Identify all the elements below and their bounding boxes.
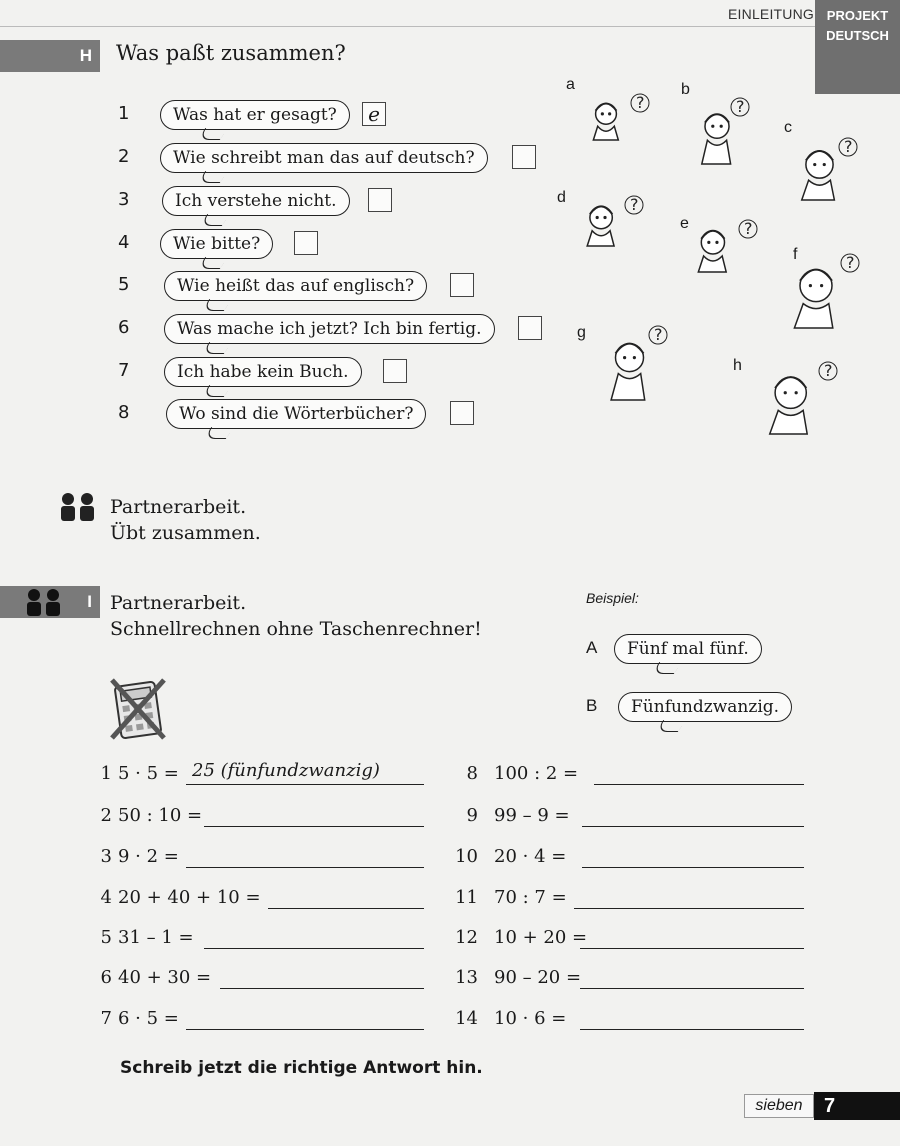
speaker-a: A bbox=[586, 638, 598, 657]
item-number: 1 bbox=[118, 103, 130, 124]
answer-line[interactable] bbox=[186, 1029, 424, 1030]
item-number: 5 bbox=[118, 274, 130, 295]
answer-box[interactable] bbox=[512, 145, 536, 169]
reading-student-icon bbox=[566, 194, 644, 250]
answer-line[interactable] bbox=[204, 826, 424, 827]
item-number: 2 bbox=[118, 146, 130, 167]
problem-number: 5 bbox=[100, 927, 112, 948]
problem-expression: 70 : 7 = bbox=[494, 887, 567, 908]
svg-text:?: ? bbox=[630, 195, 639, 214]
answer-line[interactable] bbox=[204, 948, 424, 949]
answer-line[interactable] bbox=[582, 867, 804, 868]
speech-bubble: Wo sind die Wörterbücher? bbox=[166, 399, 426, 429]
svg-text:?: ? bbox=[844, 137, 853, 156]
item-number: 7 bbox=[118, 360, 130, 381]
series-badge-line2: DEUTSCH bbox=[826, 28, 889, 43]
puzzled-boy-icon bbox=[788, 136, 858, 204]
partner-line2: Übt zusammen. bbox=[110, 522, 261, 544]
problem-number: 11 bbox=[455, 887, 478, 908]
example-bubble-a: Fünf mal fünf. bbox=[614, 634, 762, 664]
svg-text:?: ? bbox=[824, 361, 833, 380]
problem-number: 3 bbox=[100, 846, 112, 867]
problem-expression: 10 + 20 = bbox=[494, 927, 588, 948]
confused-student-icon bbox=[690, 96, 750, 168]
svg-text:?: ? bbox=[636, 93, 645, 112]
item-number: 8 bbox=[118, 402, 130, 423]
section-i-title bbox=[110, 590, 482, 642]
thinking-student-icon bbox=[570, 92, 650, 144]
answer-box[interactable]: e bbox=[362, 102, 386, 126]
partner-icon bbox=[24, 588, 64, 616]
section-tab-i bbox=[0, 586, 100, 618]
answer-box[interactable] bbox=[368, 188, 392, 212]
svg-text:?: ? bbox=[736, 97, 745, 116]
answer-line[interactable] bbox=[186, 867, 424, 868]
speech-bubble: Wie bitte? bbox=[160, 229, 273, 259]
picture-label: a bbox=[566, 76, 575, 93]
answer-line[interactable] bbox=[582, 826, 804, 827]
problem-number: 2 bbox=[100, 805, 112, 826]
question-pen-icon bbox=[780, 252, 860, 332]
answer-box[interactable] bbox=[294, 231, 318, 255]
picture-label: c bbox=[784, 119, 792, 136]
answer-line[interactable] bbox=[580, 1029, 804, 1030]
problem-expression: 100 : 2 = bbox=[494, 763, 579, 784]
answer-line[interactable] bbox=[268, 908, 424, 909]
picture-label: e bbox=[680, 215, 689, 232]
picture-label: g bbox=[577, 324, 586, 341]
picture-label: f bbox=[793, 246, 798, 263]
glasses-student-icon bbox=[676, 218, 758, 276]
problem-expression: 99 – 9 = bbox=[494, 805, 570, 826]
problem-number: 7 bbox=[100, 1008, 112, 1029]
problem-expression: 20 + 40 + 10 = bbox=[118, 887, 261, 908]
problem-expression: 5 · 5 = bbox=[118, 763, 179, 784]
series-badge-line1: PROJEKT bbox=[826, 8, 889, 23]
example-bubble-b: Fünfundzwanzig. bbox=[618, 692, 792, 722]
speech-bubble: Was mache ich jetzt? Ich bin fertig. bbox=[164, 314, 495, 344]
svg-text:?: ? bbox=[846, 253, 855, 272]
series-badge bbox=[815, 0, 900, 94]
answer-line[interactable] bbox=[594, 784, 804, 785]
speech-bubble: Ich verstehe nicht. bbox=[162, 186, 350, 216]
section-i-letter: I bbox=[87, 592, 92, 611]
item-number: 3 bbox=[118, 189, 130, 210]
problem-number: 4 bbox=[100, 887, 112, 908]
partner-icon bbox=[58, 492, 98, 526]
problem-expression: 90 – 20 = bbox=[494, 967, 582, 988]
answer-line[interactable] bbox=[220, 988, 424, 989]
speech-bubble: Ich habe kein Buch. bbox=[164, 357, 362, 387]
speech-bubble: Wie heißt das auf englisch? bbox=[164, 271, 427, 301]
section-tab-h: H bbox=[0, 40, 100, 72]
speech-bubble: Was hat er gesagt? bbox=[160, 100, 350, 130]
answer-box[interactable] bbox=[518, 316, 542, 340]
problem-expression: 20 · 4 = bbox=[494, 846, 567, 867]
problem-expression: 10 · 6 = bbox=[494, 1008, 567, 1029]
desk-student-icon bbox=[752, 360, 838, 438]
answer-line[interactable] bbox=[574, 908, 804, 909]
section-h-title: Was paßt zusammen? bbox=[116, 41, 346, 65]
speaker-b: B bbox=[586, 696, 598, 715]
svg-text:?: ? bbox=[654, 325, 663, 344]
problem-number: 12 bbox=[455, 927, 478, 948]
written-answer: 25 (fünfundzwanzig) bbox=[192, 760, 380, 781]
partner-instruction-h bbox=[110, 494, 261, 546]
picture-label: b bbox=[681, 81, 690, 98]
problem-number: 13 bbox=[455, 967, 478, 988]
problem-expression: 40 + 30 = bbox=[118, 967, 212, 988]
section-i-line1: Partnerarbeit. bbox=[110, 592, 247, 614]
problem-number: 6 bbox=[100, 967, 112, 988]
problem-expression: 6 · 5 = bbox=[118, 1008, 179, 1029]
svg-text:?: ? bbox=[744, 219, 753, 238]
answer-box[interactable] bbox=[450, 401, 474, 425]
problem-number: 1 bbox=[100, 763, 112, 784]
answer-line[interactable] bbox=[580, 948, 804, 949]
item-number: 4 bbox=[118, 232, 130, 253]
example-label: Beispiel: bbox=[586, 590, 639, 606]
chapter-label: EINLEITUNG bbox=[728, 6, 815, 22]
problem-expression: 9 · 2 = bbox=[118, 846, 179, 867]
problem-number: 8 bbox=[466, 763, 478, 784]
picture-label: d bbox=[557, 189, 566, 206]
answer-line[interactable] bbox=[580, 988, 804, 989]
final-instruction: Schreib jetzt die richtige Antwort hin. bbox=[120, 1058, 483, 1078]
book-reader-icon bbox=[598, 324, 668, 404]
answer-box[interactable] bbox=[450, 273, 474, 297]
item-number: 6 bbox=[118, 317, 130, 338]
section-i-line2: Schnellrechnen ohne Taschenrechner! bbox=[110, 618, 482, 640]
problem-expression: 50 : 10 = bbox=[118, 805, 203, 826]
partner-line1: Partnerarbeit. bbox=[110, 496, 247, 518]
problem-expression: 31 – 1 = bbox=[118, 927, 194, 948]
picture-label: h bbox=[733, 357, 742, 374]
page-word: sieben bbox=[744, 1094, 814, 1118]
header-rule bbox=[0, 26, 815, 27]
page-number: 7 bbox=[814, 1092, 900, 1120]
problem-number: 9 bbox=[466, 805, 478, 826]
problem-number: 10 bbox=[455, 846, 478, 867]
answer-box[interactable] bbox=[383, 359, 407, 383]
answer-line[interactable] bbox=[186, 784, 424, 785]
speech-bubble: Wie schreibt man das auf deutsch? bbox=[160, 143, 488, 173]
no-calculator-icon bbox=[108, 676, 168, 746]
problem-number: 14 bbox=[455, 1008, 478, 1029]
